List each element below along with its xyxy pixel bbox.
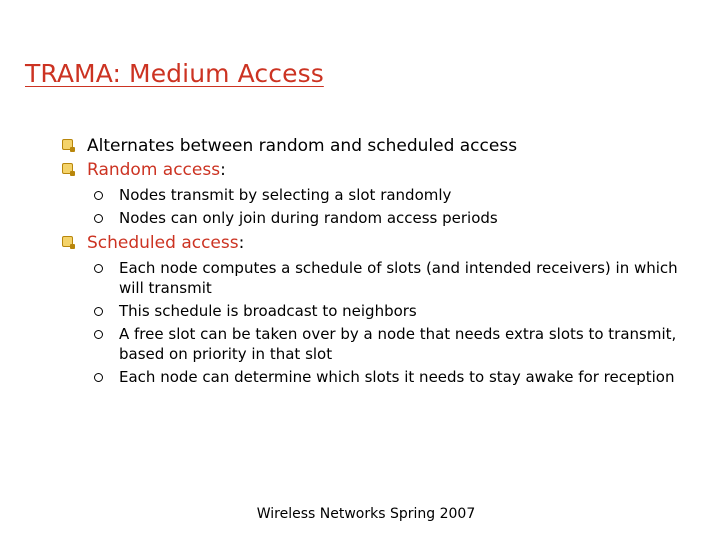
bullet-item: [62, 134, 692, 158]
sub-bullet-item: [62, 185, 692, 205]
sub-bullet-text: Nodes transmit by selecting a slot randomly: [119, 186, 452, 204]
bullet-list: [62, 134, 692, 390]
circle-bullet-icon: [94, 264, 103, 273]
circle-bullet-icon: [94, 191, 103, 200]
square-bullet-icon: [62, 163, 73, 174]
sub-bullet-text: Each node can determine which slots it needs to stay awake for reception: [119, 368, 675, 386]
circle-bullet-icon: [94, 373, 103, 382]
sub-bullet-item: [62, 367, 692, 387]
circle-bullet-icon: [94, 214, 103, 223]
bullet-suffix: :: [220, 160, 226, 180]
square-bullet-icon: [62, 236, 73, 247]
slide-title: TRAMA: Medium Access: [25, 59, 324, 88]
slide-footer: Wireless Networks Spring 2007: [256, 506, 476, 522]
sub-bullet-item: [62, 208, 692, 228]
bullet-item: [62, 158, 692, 182]
sub-bullet-text: Each node computes a schedule of slots (and intended receivers) in which will transmit: [119, 259, 678, 297]
sub-bullet-item: [62, 324, 692, 364]
sub-bullet-item: [62, 258, 692, 298]
sub-bullet-list: [62, 258, 692, 387]
circle-bullet-icon: [94, 307, 103, 316]
sub-bullet-text: Nodes can only join during random access periods: [119, 209, 498, 227]
bullet-text: Alternates between random and scheduled access: [87, 136, 518, 156]
sub-bullet-text: This schedule is broadcast to neighbors: [119, 302, 417, 320]
bullet-heading: Random access: [87, 160, 221, 180]
sub-bullet-item: [62, 301, 692, 321]
bullet-heading: Scheduled access: [87, 233, 239, 253]
sub-bullet-list: [62, 185, 692, 228]
bullet-item: [62, 231, 692, 255]
sub-bullet-text: A free slot can be taken over by a node that needs extra slots to transmit, based on priority in that slot: [119, 325, 677, 363]
bullet-suffix: :: [238, 233, 245, 253]
square-bullet-icon: [62, 139, 73, 150]
circle-bullet-icon: [94, 330, 103, 339]
